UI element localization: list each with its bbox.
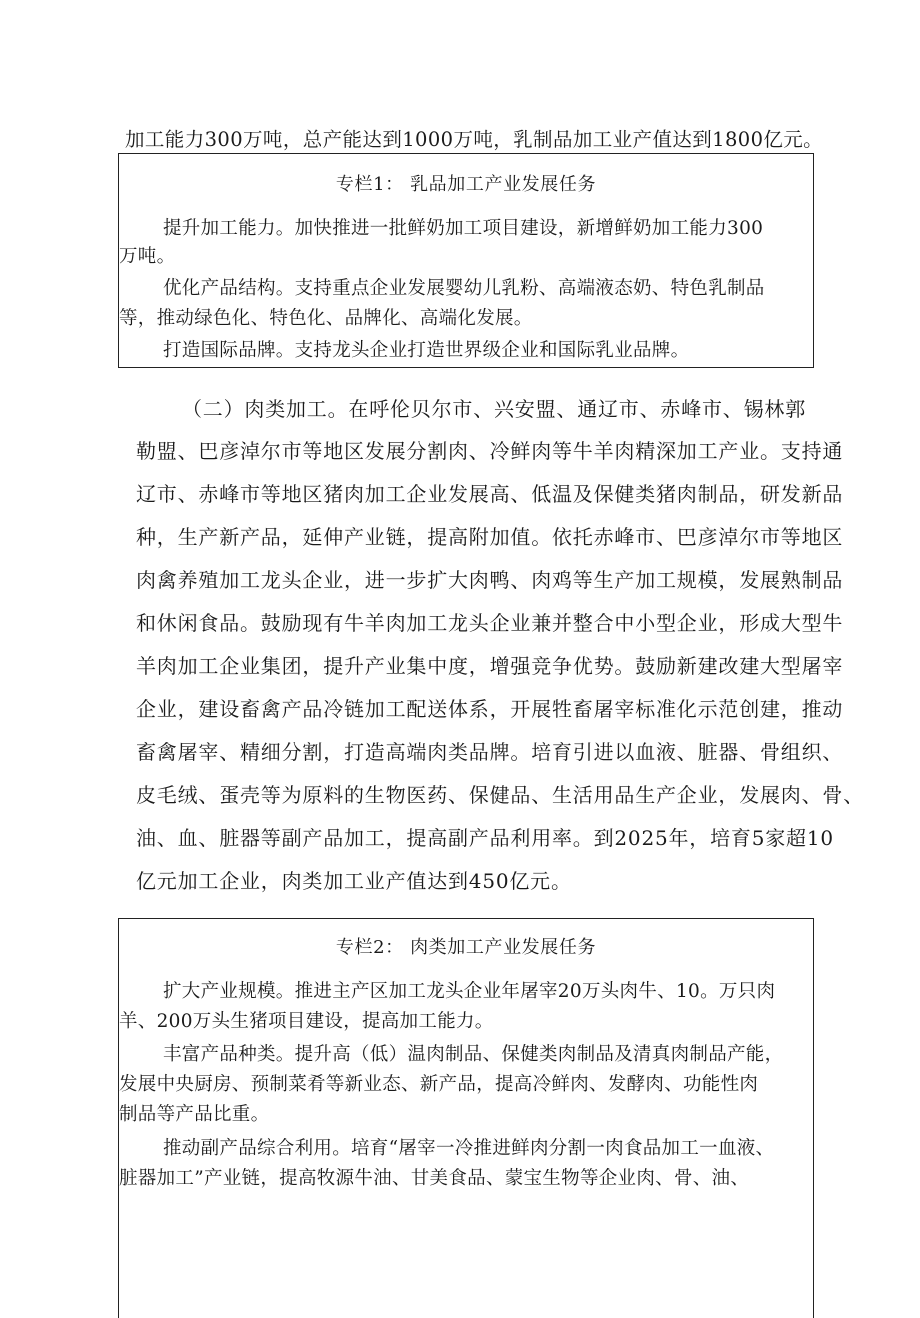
box-text-line: 等，推动绿色化、特色化、品牌化、高端化发展。 (119, 308, 533, 329)
box-text-line: 扩大产业规模。推进主产区加工龙头企业年屠宰20万头肉牛、10。万只肉 (163, 981, 776, 1002)
box-text-line: 脏器加工”产业链，提高牧源牛油、甘美食品、蒙宝生物等企业肉、骨、油、 (119, 1168, 750, 1189)
box-text-line: 推动副产品综合利用。培育“屠宰一冷推进鲜肉分割一肉食品加工一血液、 (163, 1138, 775, 1159)
box-text-line: 优化产品结构。支持重点企业发展婴幼儿乳粉、高端液态奶、特色乳制品 (163, 278, 765, 299)
paragraph-line: 羊肉加工企业集团，提升产业集中度，增强竞争优势。鼓励新建改建大型屠宰 (136, 654, 844, 678)
paragraph-line: 皮毛绒、蛋壳等为原料的生物医药、保健品、生活用品生产企业，发展肉、骨、 (136, 783, 864, 807)
column-box-dairy (118, 153, 814, 368)
box-text-line: 万吨。 (119, 246, 176, 267)
paragraph-line: （二）肉类加工。在呼伦贝尔市、兴安盟、通辽市、赤峰市、锡林郭 (182, 397, 806, 421)
box-text-line: 羊、200万头生猪项目建设，提高加工能力。 (119, 1011, 494, 1032)
paragraph-line: 亿元加工企业，肉类加工业产值达到450亿元。 (136, 869, 572, 893)
paragraph-line: 油、血、脏器等副产品加工，提高副产品利用率。到2025年，培育5家超10 (136, 826, 834, 850)
box-text-line: 丰富产品种类。提升高（低）温肉制品、保健类肉制品及清真肉制品产能， (163, 1044, 784, 1065)
paragraph-line: 种，生产新产品，延伸产业链，提高附加值。依托赤峰市、巴彦淖尔市等地区 (136, 525, 844, 549)
column-box-title: 专栏1： 乳品加工产业发展任务 (335, 174, 597, 195)
box-text-line: 发展中央厨房、预制菜肴等新业态、新产品，提高冷鲜肉、发酵肉、功能性肉 (119, 1074, 759, 1095)
paragraph-line: 和休闲食品。鼓励现有牛羊肉加工龙头企业兼并整合中小型企业，形成大型牛 (136, 611, 844, 635)
paragraph-line: 辽市、赤峰市等地区猪肉加工企业发展高、低温及保健类猪肉制品，研发新品 (136, 482, 844, 506)
column-box-title: 专栏2： 肉类加工产业发展任务 (335, 937, 597, 958)
intro-line: 加工能力300万吨，总产能达到1000万吨，乳制品加工业产值达到1800亿元。 (125, 128, 824, 151)
column-box-meat (118, 918, 814, 1318)
paragraph-line: 畜禽屠宰、精细分割，打造高端肉类品牌。培育引进以血液、脏器、骨组织、 (136, 740, 844, 764)
box-text-line: 打造国际品牌。支持龙头企业打造世界级企业和国际乳业品牌。 (163, 340, 690, 361)
box-text-line: 提升加工能力。加快推进一批鲜奶加工项目建设，新增鲜奶加工能力300 (163, 218, 764, 239)
paragraph-line: 勒盟、巴彦淖尔市等地区发展分割肉、冷鲜肉等牛羊肉精深加工产业。支持通 (136, 439, 844, 463)
box-text-line: 制品等产品比重。 (119, 1104, 270, 1125)
paragraph-line: 肉禽养殖加工龙头企业，进一步扩大肉鸭、肉鸡等生产加工规模，发展熟制品 (136, 568, 844, 592)
paragraph-line: 企业，建设畜禽产品冷链加工配送体系，开展牲畜屠宰标准化示范创建，推动 (136, 697, 844, 721)
